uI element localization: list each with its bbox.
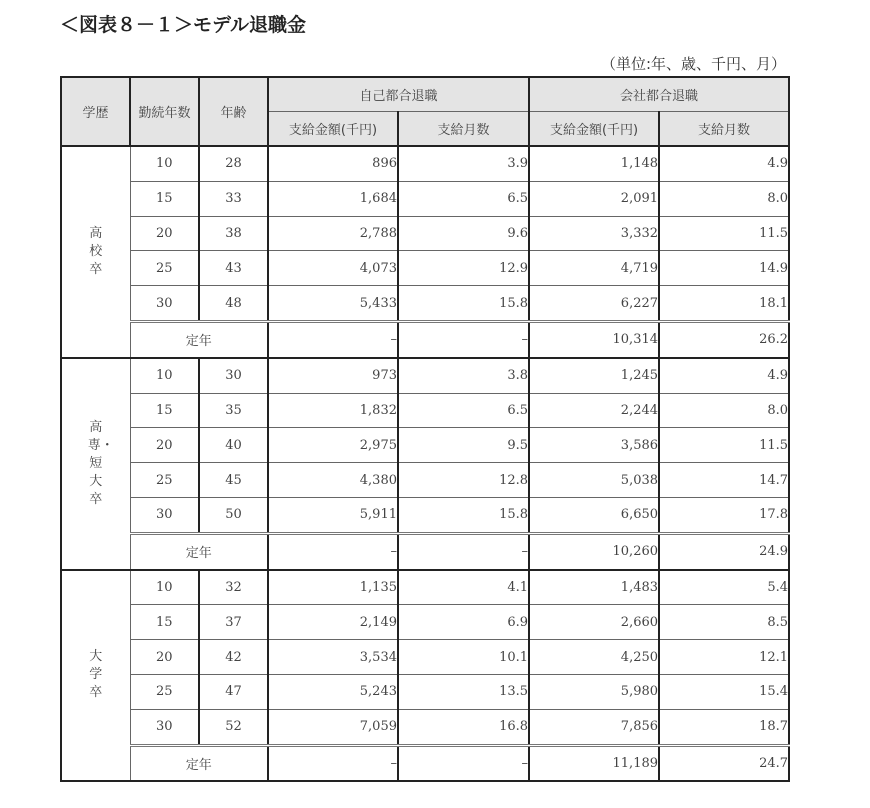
- voluntary-months-cell: 4.1: [398, 570, 529, 605]
- company-months-cell: 24.7: [659, 745, 789, 781]
- years-cell: 30: [130, 286, 199, 322]
- unit-note: （単位:年、歳、千円、月）: [600, 55, 786, 73]
- voluntary-amount-cell: 2,149: [268, 605, 398, 640]
- years-cell: 20: [130, 640, 199, 675]
- voluntary-amount-cell: 5,243: [268, 674, 398, 709]
- company-months-cell: 18.1: [659, 286, 789, 322]
- years-cell: 15: [130, 605, 199, 640]
- age-cell: 42: [199, 640, 268, 675]
- table-row: [61, 497, 789, 533]
- age-cell: 33: [199, 181, 268, 216]
- voluntary-amount-cell: –: [268, 533, 398, 569]
- voluntary-months-cell: 9.5: [398, 428, 529, 463]
- company-months-cell: 14.9: [659, 251, 789, 286]
- company-months-cell: 8.0: [659, 181, 789, 216]
- years-cell: 30: [130, 709, 199, 745]
- header-education: 学歴: [61, 77, 130, 146]
- company-amount-cell: 7,856: [529, 709, 659, 745]
- years-cell: 20: [130, 216, 199, 251]
- table-row: [61, 251, 789, 286]
- voluntary-months-cell: 15.8: [398, 286, 529, 322]
- voluntary-months-cell: 16.8: [398, 709, 529, 745]
- age-cell: 35: [199, 393, 268, 428]
- company-amount-cell: 3,332: [529, 216, 659, 251]
- voluntary-months-cell: –: [398, 745, 529, 781]
- voluntary-amount-cell: 2,975: [268, 428, 398, 463]
- table-row: [61, 286, 789, 322]
- education-label: 大学卒: [89, 649, 103, 701]
- company-months-cell: 4.9: [659, 146, 789, 181]
- company-amount-cell: 2,091: [529, 181, 659, 216]
- voluntary-amount-cell: 5,433: [268, 286, 398, 322]
- voluntary-amount-cell: 4,073: [268, 251, 398, 286]
- age-cell: 50: [199, 497, 268, 533]
- retirement-row: [61, 533, 789, 569]
- years-cell: 30: [130, 497, 199, 533]
- voluntary-months-cell: 3.9: [398, 146, 529, 181]
- table-row: [61, 181, 789, 216]
- age-cell: 30: [199, 358, 268, 393]
- company-amount-cell: 1,245: [529, 358, 659, 393]
- company-amount-cell: 1,148: [529, 146, 659, 181]
- age-cell: 52: [199, 709, 268, 745]
- age-cell: 40: [199, 428, 268, 463]
- retirement-label: 定年: [130, 745, 268, 781]
- company-amount-cell: 5,980: [529, 674, 659, 709]
- years-cell: 20: [130, 428, 199, 463]
- company-months-cell: 12.1: [659, 640, 789, 675]
- voluntary-amount-cell: –: [268, 321, 398, 357]
- header-age: 年齢: [199, 77, 268, 146]
- voluntary-months-cell: –: [398, 533, 529, 569]
- years-cell: 25: [130, 674, 199, 709]
- table-row: [61, 393, 789, 428]
- retirement-row: [61, 745, 789, 781]
- voluntary-months-cell: 3.8: [398, 358, 529, 393]
- company-months-cell: 11.5: [659, 428, 789, 463]
- education-label: 高専・短大卒: [87, 419, 114, 507]
- company-months-cell: 8.0: [659, 393, 789, 428]
- document-title: ＜図表８－１＞モデル退職金: [60, 14, 307, 36]
- table-row: [61, 640, 789, 675]
- company-months-cell: 11.5: [659, 216, 789, 251]
- retirement-row: [61, 321, 789, 357]
- voluntary-amount-cell: 896: [268, 146, 398, 181]
- company-amount-cell: 4,719: [529, 251, 659, 286]
- age-cell: 38: [199, 216, 268, 251]
- company-months-cell: 5.4: [659, 570, 789, 605]
- table-row: [61, 146, 789, 181]
- years-cell: 10: [130, 570, 199, 605]
- company-amount-cell: 4,250: [529, 640, 659, 675]
- table-row: [61, 570, 789, 605]
- header-voluntary-months: 支給月数: [398, 112, 529, 147]
- age-cell: 45: [199, 463, 268, 498]
- voluntary-amount-cell: 7,059: [268, 709, 398, 745]
- age-cell: 43: [199, 251, 268, 286]
- header-company-amount: 支給金額(千円): [529, 112, 659, 147]
- company-months-cell: 8.5: [659, 605, 789, 640]
- years-cell: 15: [130, 181, 199, 216]
- voluntary-amount-cell: 1,684: [268, 181, 398, 216]
- voluntary-amount-cell: 3,534: [268, 640, 398, 675]
- retirement-label: 定年: [130, 321, 268, 357]
- voluntary-months-cell: 6.5: [398, 181, 529, 216]
- company-months-cell: 17.8: [659, 497, 789, 533]
- company-amount-cell: 2,244: [529, 393, 659, 428]
- years-cell: 10: [130, 358, 199, 393]
- company-amount-cell: 11,189: [529, 745, 659, 781]
- company-amount-cell: 1,483: [529, 570, 659, 605]
- header-voluntary-amount: 支給金額(千円): [268, 112, 398, 147]
- table-row: [61, 428, 789, 463]
- company-amount-cell: 6,227: [529, 286, 659, 322]
- company-months-cell: 15.4: [659, 674, 789, 709]
- voluntary-months-cell: 15.8: [398, 497, 529, 533]
- education-cell: [61, 570, 130, 782]
- company-months-cell: 26.2: [659, 321, 789, 357]
- retirement-label: 定年: [130, 533, 268, 569]
- company-months-cell: 4.9: [659, 358, 789, 393]
- years-cell: 25: [130, 463, 199, 498]
- voluntary-months-cell: 12.8: [398, 463, 529, 498]
- company-months-cell: 14.7: [659, 463, 789, 498]
- table-row: [61, 605, 789, 640]
- header-company-months: 支給月数: [659, 112, 789, 147]
- company-amount-cell: 10,314: [529, 321, 659, 357]
- voluntary-months-cell: 10.1: [398, 640, 529, 675]
- voluntary-months-cell: –: [398, 321, 529, 357]
- education-label: 高校卒: [89, 225, 103, 277]
- voluntary-amount-cell: 1,832: [268, 393, 398, 428]
- voluntary-amount-cell: 5,911: [268, 497, 398, 533]
- company-amount-cell: 10,260: [529, 533, 659, 569]
- education-cell: [61, 358, 130, 570]
- company-amount-cell: 5,038: [529, 463, 659, 498]
- age-cell: 37: [199, 605, 268, 640]
- age-cell: 28: [199, 146, 268, 181]
- voluntary-amount-cell: –: [268, 745, 398, 781]
- voluntary-amount-cell: 973: [268, 358, 398, 393]
- company-amount-cell: 2,660: [529, 605, 659, 640]
- company-amount-cell: 3,586: [529, 428, 659, 463]
- age-cell: 47: [199, 674, 268, 709]
- voluntary-months-cell: 13.5: [398, 674, 529, 709]
- table-row: [61, 674, 789, 709]
- header-years-of-service: 勤続年数: [130, 77, 199, 146]
- education-cell: [61, 146, 130, 358]
- years-cell: 10: [130, 146, 199, 181]
- company-months-cell: 18.7: [659, 709, 789, 745]
- company-amount-cell: 6,650: [529, 497, 659, 533]
- voluntary-months-cell: 6.9: [398, 605, 529, 640]
- header-voluntary-retirement: 自己都合退職: [268, 77, 529, 112]
- voluntary-amount-cell: 2,788: [268, 216, 398, 251]
- company-months-cell: 24.9: [659, 533, 789, 569]
- voluntary-months-cell: 9.6: [398, 216, 529, 251]
- age-cell: 48: [199, 286, 268, 322]
- age-cell: 32: [199, 570, 268, 605]
- table-row: [61, 463, 789, 498]
- header-company-retirement: 会社都合退職: [529, 77, 789, 112]
- voluntary-amount-cell: 1,135: [268, 570, 398, 605]
- table-row: [61, 709, 789, 745]
- years-cell: 15: [130, 393, 199, 428]
- table-row: [61, 216, 789, 251]
- model-retirement-table: [60, 76, 790, 782]
- years-cell: 25: [130, 251, 199, 286]
- voluntary-months-cell: 12.9: [398, 251, 529, 286]
- voluntary-amount-cell: 4,380: [268, 463, 398, 498]
- voluntary-months-cell: 6.5: [398, 393, 529, 428]
- table-row: [61, 358, 789, 393]
